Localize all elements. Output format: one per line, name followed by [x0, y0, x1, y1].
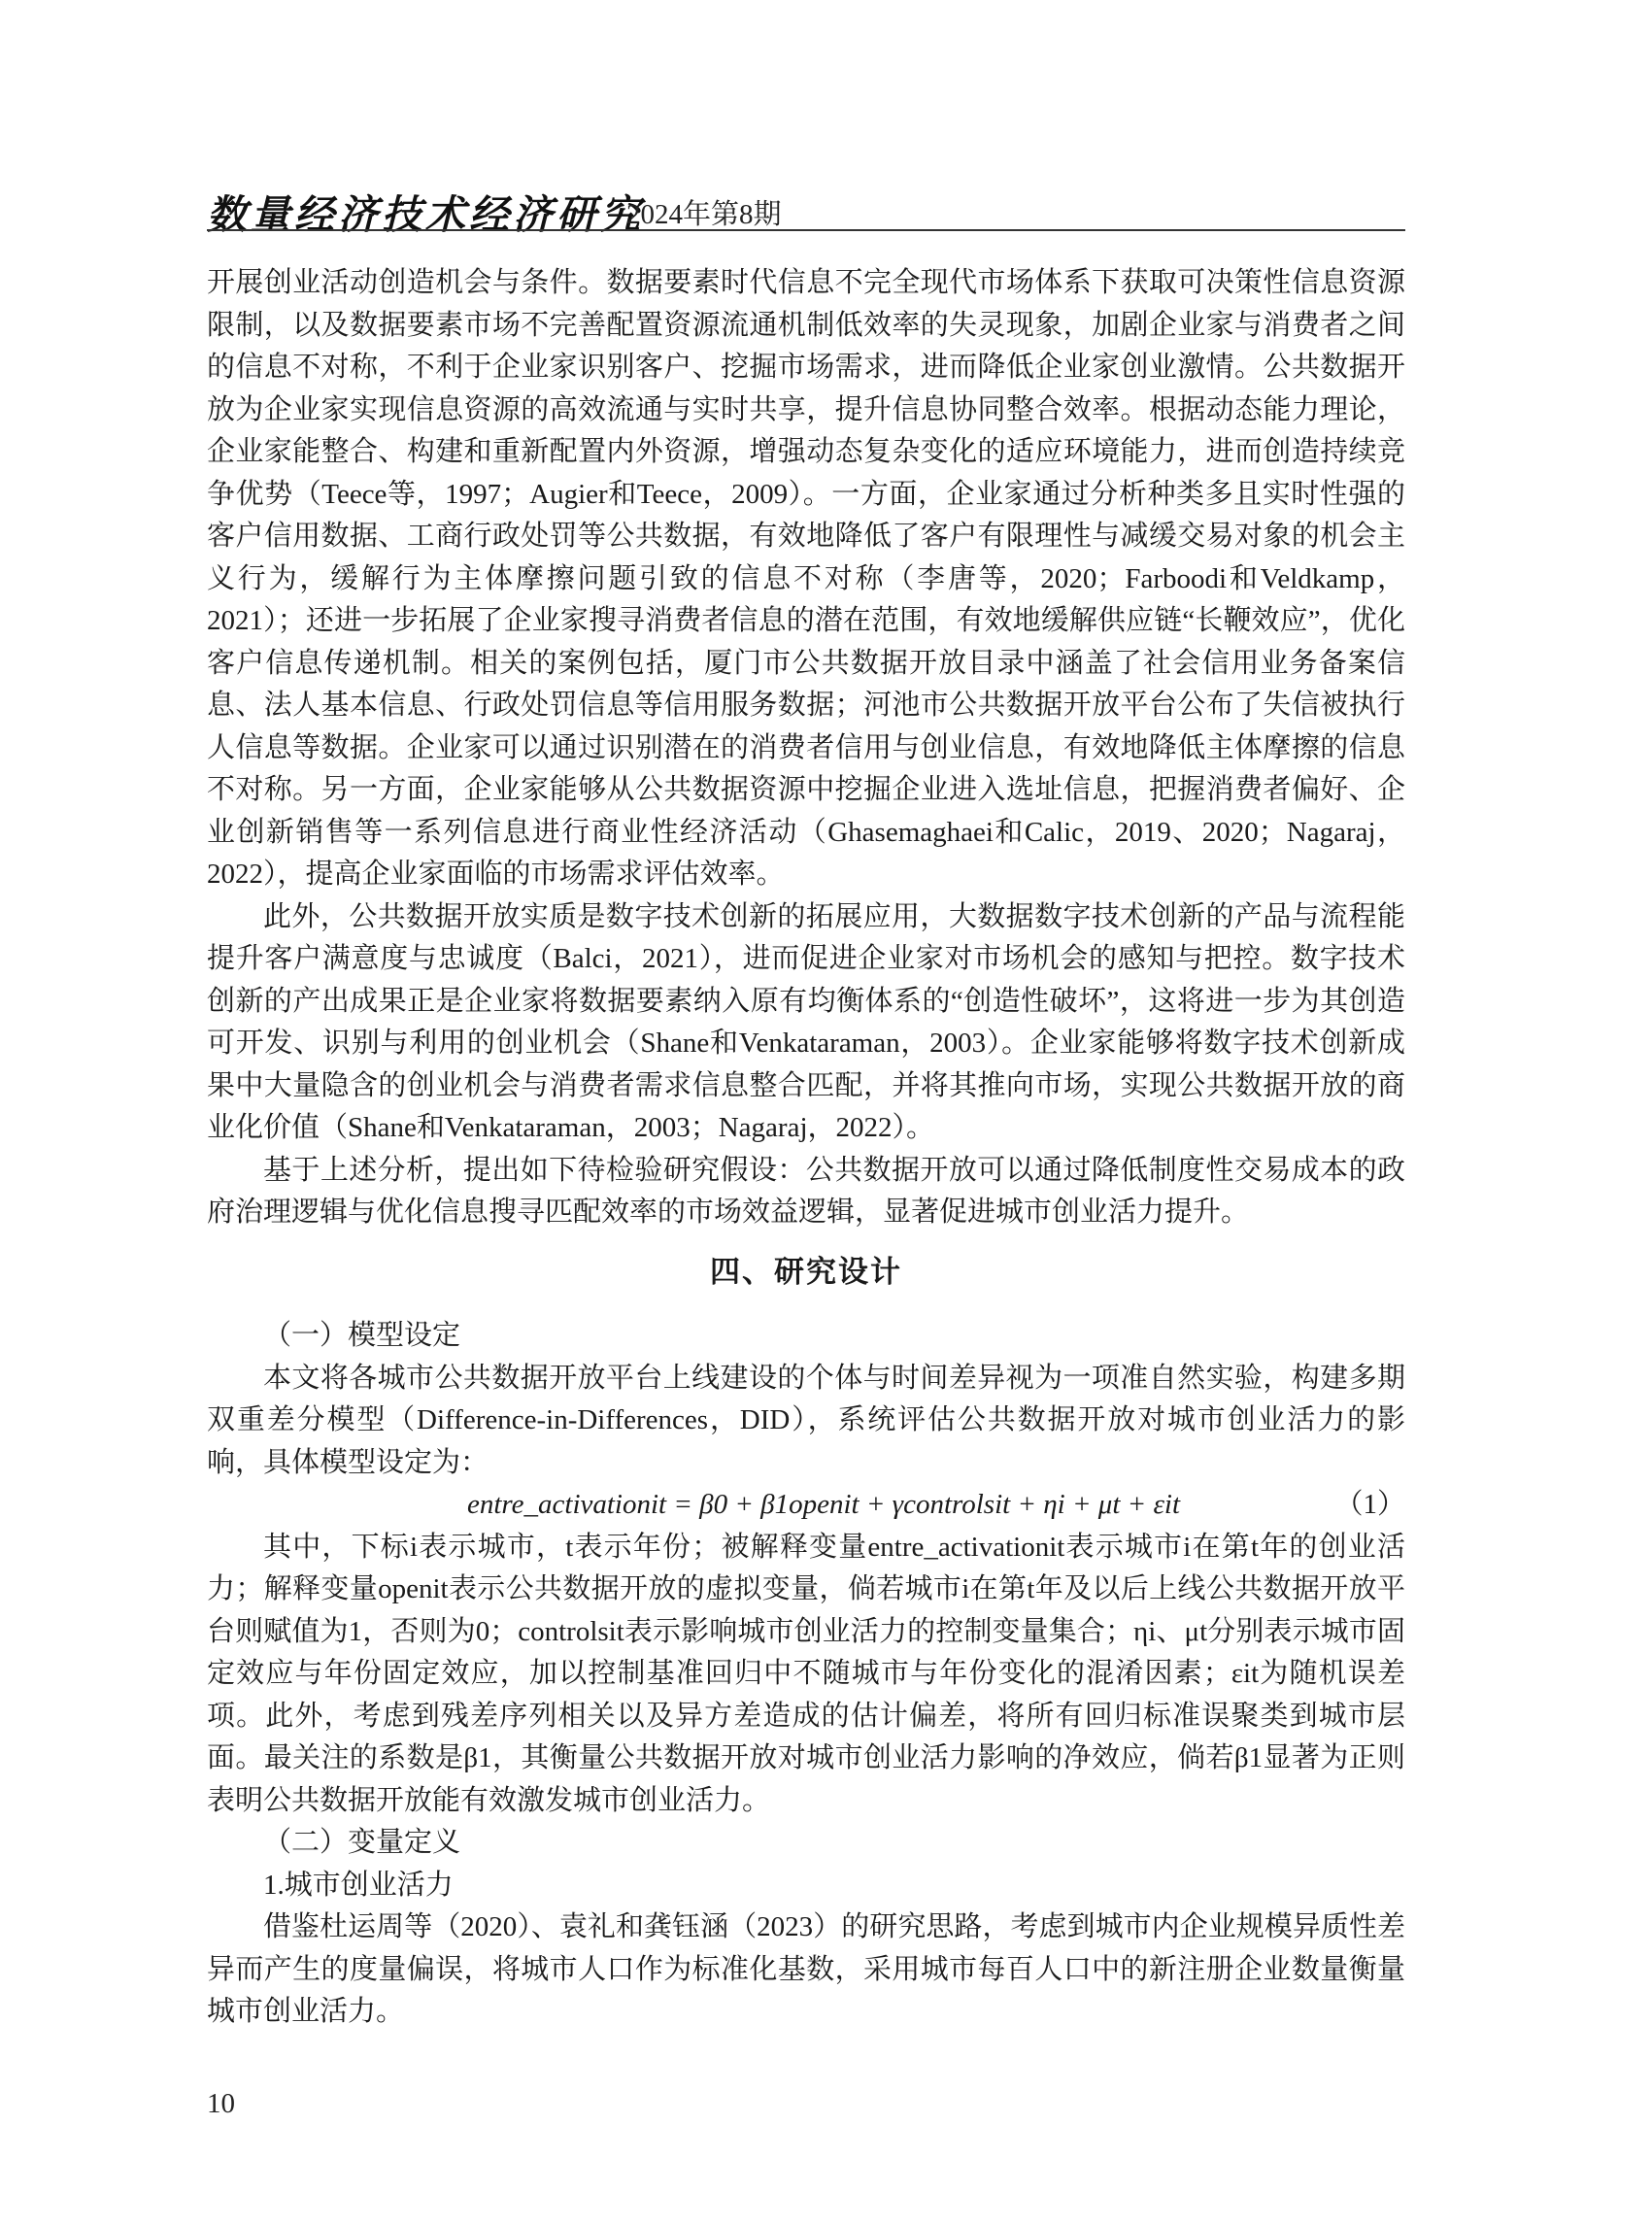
body-paragraph: 此外，公共数据开放实质是数字技术创新的拓展应用，大数据数字技术创新的产品与流程能提升客户满意度与忠诚度（Balci，2021），进而促进企业家对市场机会的感知与把控。数字技术创新的产出成果正是企业家将数据要素纳入原有均衡体系的“创造性破坏”，这将进一步为其创造可开发、识别与利用的创业机会（Shane和Venkataraman，2003）。企业家能够将数字技术创新成果中大量隐含的创业机会与消费者需求信息整合匹配，并将其推向市场，实现公共数据开放的商业化价值（Shane和Venkataraman，2003；Nagaraj，2022）。 — [207, 900, 1405, 1143]
journal-title: 数量经济技术经济研究 — [207, 191, 644, 238]
issue-label: 2024年第8期 — [626, 199, 782, 230]
body-paragraph: 其中，下标i表示城市，t表示年份；被解释变量entre_activationit表示城市i在第t年的创业活力；解释变量openit表示公共数据开放的虚拟变量，倘若城市i在第t年及以后上线公共数据开放平台则赋值为1，否则为0；controlsit表示影响城市创业活力的控制变量集合；ηi、μt分别表示城市固定效应与年份固定效应，加以控制基准回归中不随城市与年份变化的混淆因素；εit为随机误差项。此外，考虑到残差序列相关以及异方差造成的估计偏差，将所有回归标准误聚类到城市层面。最关注的系数是β1，其衡量公共数据开放对城市创业活力影响的净效应，倘若β1显著为正则表明公共数据开放能有效激发城市创业活力。 — [207, 1531, 1405, 1816]
page-number: 10 — [207, 2088, 235, 2119]
subsection-heading: （二）变量定义 — [263, 1827, 461, 1858]
equation-expression: entre_activationit = β0 + β1openit + γcontrolsit + ηi + μt + εit — [467, 1489, 1181, 1520]
section-heading: 四、研究设计 — [710, 1254, 902, 1290]
body-paragraph: 基于上述分析，提出如下待检验研究假设：公共数据开放可以通过降低制度性交易成本的政府治理逻辑与优化信息搜寻匹配效率的市场效益逻辑，显著促进城市创业活力提升。 — [207, 1154, 1405, 1228]
subsubsection-heading: 1.城市创业活力 — [263, 1869, 454, 1901]
equation-number: （1） — [1334, 1489, 1405, 1520]
header-rule — [207, 229, 1405, 231]
article-body — [207, 262, 1405, 2034]
body-paragraph: 本文将各城市公共数据开放平台上线建设的个体与时间差异视为一项准自然实验，构建多期双重差分模型（Difference-in-Differences，DID），系统评估公共数据开放对城市创业活力的影响，具体模型设定为： — [207, 1362, 1405, 1478]
body-paragraph: 开展创业活动创造机会与条件。数据要素时代信息不完全现代市场体系下获取可决策性信息资源限制，以及数据要素市场不完善配置资源流通机制低效率的失灵现象，加剧企业家与消费者之间的信息不对称，不利于企业家识别客户、挖掘市场需求，进而降低企业家创业激情。公共数据开放为企业家实现信息资源的高效流通与实时共享，提升信息协同整合效率。根据动态能力理论，企业家能整合、构建和重新配置内外资源，增强动态复杂变化的适应环境能力，进而创造持续竞争优势（Teece等，1997；Augier和Teece，2009）。一方面，企业家通过分析种类多且实时性强的客户信用数据、工商行政处罚等公共数据，有效地降低了客户有限理性与减缓交易对象的机会主义行为，缓解行为主体摩擦问题引致的信息不对称（李唐等，2020；Farboodi和Veldkamp，2021）；还进一步拓展了企业家搜寻消费者信息的潜在范围，有效地缓解供应链“长鞭效应”，优化客户信息传递机制。相关的案例包括，厦门市公共数据开放目录中涵盖了社会信用业务备案信息、法人基本信息、行政处罚信息等信用服务数据；河池市公共数据开放平台公布了失信被执行人信息等数据。企业家可以通过识别潜在的消费者信用与创业信息，有效地降低主体摩擦的信息不对称。另一方面，企业家能够从公共数据资源中挖掘企业进入选址信息，把握消费者偏好、企业创新销售等一系列信息进行商业性经济活动（Ghasemaghaei和Calic，2019、2020；Nagaraj，2022），提高企业家面临的市场需求评估效率。 — [207, 267, 1405, 890]
body-paragraph: 借鉴杜运周等（2020）、袁礼和龚钰涵（2023）的研究思路，考虑到城市内企业规模异质性差异而产生的度量偏误，将城市人口作为标准化基数，采用城市每百人口中的新注册企业数量衡量城市创业活力。 — [207, 1911, 1405, 2027]
running-header — [207, 183, 1405, 238]
subsection-heading: （一）模型设定 — [263, 1320, 461, 1351]
equation-1 — [207, 1484, 1405, 1527]
